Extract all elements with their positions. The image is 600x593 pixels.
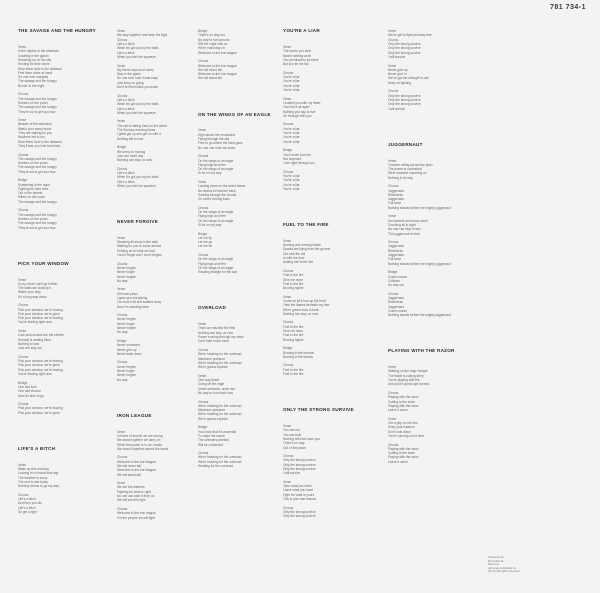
song-lyrics: Verse The words you said Meant nothing at all You promised to be there But you let me fall Chorus You're a liar You're a liar You're a liar You're a liar Verse I trusted you with my heart You tore it all apart Nothing you say is true I'm through with you Chorus You're a liar You're a liar You're a liar You're a liar Bridge You'll never fool me Not anymore I see right through you Chorus You're a liar You're a liar You're a liar You're a liar xyxy=(283,45,321,191)
song-lyrics: Verse Thunder rolling across the plain The power is unleashed Steel machine marching on Nothing in its way Chorus Juggernaut Relentless Juggernaut Full force Nothing stands before the mighty juggernaut Verse Iron wheels and heavy steel Crushing all in sight No one can stop it now The juggernaut is here Chorus Juggernaut Relentless Juggernaut Full force Nothing stands before the mighty juggernaut Bridge Crash course Collision No way out Chorus Juggernaut Relentless Juggernaut Crash course Nothing stands before the mighty juggernaut xyxy=(388,158,451,318)
song-title: ONLY THE STRONG SURVIVE xyxy=(283,407,354,413)
lyrics-column-3 xyxy=(198,12,290,491)
song-block xyxy=(117,21,209,197)
catalog-number: 781 734-1 xyxy=(549,4,586,11)
song-block xyxy=(198,104,290,283)
song-lyrics: Verse Think we reached the limit Nothing can stop us now Power running through my veins Can't take much more Chorus We're heading for the overload Maximum pressure We're heading for the overload We're gonna explode Verse One way ticket Going off the edge Under pressure, under fire No way to turn back now Chorus We're heading for the overload Maximum pressure We're heading for the overload We're gonna explode Bridge You know that it's essential To make the scene The ultimate potential Will be unleashed Chorus We're heading for the overload We're heading for the overload Heading for the overload xyxy=(198,322,244,468)
credits-text: Produced by Recorded at Mixed at All songs published by (P) (C) All rights reserved xyxy=(488,555,520,574)
song-title: YOU'RE A LIAR xyxy=(283,28,320,34)
song-lyrics: Verse Burning and running inside Sparks are flying from the ground Out with the old In with the new Adding fuel to the fire Chorus Fuel to the fire Give me more Fuel to the fire Burning higher Verse Come on let's turn up the heat I feel the flames beneath my feet We're gonna burn it down Nothing can stop us now Chorus Fuel to the fire Give me more Fuel to the fire Burning higher Bridge Burning in the furnace Burning in the flames Chorus Fuel to the fire Fuel to the fire xyxy=(283,238,331,377)
song-block xyxy=(283,400,375,528)
song-lyrics: Verse Standing all alone in the dark Waiting for you to come around Holding on to what we had I won't forget and I won't forgive Chorus Never forgive Never forget Never forgive No way Verse All those years I gave you everything You took it all and walked away Now I'm standing here Chorus Never forgive Never forget Never forgive No way Bridge Never surrender Never give up Never back down Chorus Never forgive Never forget Never forgive No way xyxy=(117,235,162,382)
song-lyrics: Verse In times of trouble we are strong We stand together we carry on When the power is in our hands We march together across the lands Chorus Welcome to the iron league We will never fall Welcome to the iron league We will stand tall Verse We are the warriors Fighting for what is right No one can take it from us We will win this fight Chorus Welcome to the iron league For the people we will fight xyxy=(117,429,169,520)
song-title: JUGGERNAUT xyxy=(388,141,423,147)
song-title: THE SAVAGE AND THE HUNGRY xyxy=(18,28,96,34)
song-block xyxy=(388,134,480,326)
song-title: OVERLOAD xyxy=(198,305,227,311)
song-block xyxy=(18,21,110,239)
song-block xyxy=(283,214,375,385)
song-lyrics: Bridge There's no way out No way to turn around Still the night rolls on We're marching on Welcome to the iron league Chorus Welcome to the iron league We will never fall Welcome to the iron league We will stand tall xyxy=(198,29,237,81)
song-title: NEVER FORGIVE xyxy=(117,218,159,224)
song-block xyxy=(117,405,209,528)
song-block xyxy=(198,21,290,90)
lyrics-column-4 xyxy=(283,12,375,542)
song-title: ON THE WINGS OF AN EAGLE xyxy=(198,111,271,117)
song-lyrics: Verse High above the mountains Flying through the sky Free to go where the wind goes No one can hold me down Chorus On the wings of an eagle Flying high and free On the wings of an eagle I'll be on my way Verse Looking down on the world below No chains to hold me back Soaring through the clouds I'm never coming back Chorus On the wings of an eagle Flying high and free On the wings of an eagle I'll be on my way Bridge Let me fly Let me go Let me be Chorus On the wings of an eagle Flying high and free On the wings of an eagle Heading straight for the sun xyxy=(198,128,246,275)
song-block xyxy=(388,341,480,473)
song-block xyxy=(18,438,110,523)
song-block xyxy=(18,253,110,424)
song-lyrics: Verse Wake up this morning Looking for a brand new day The weather is lousy The rent is due today Nothing seems to go my way Chorus Life's a bitch And then you die Life's a bitch So get it right xyxy=(18,462,59,514)
song-lyrics: Verse We stay together and keep the fight Chorus Life's a bitch When it's got you by the balls Life's a bitch When you feel the squeeze Verse My friend says don't worry Stay in the game No one ever said it was easy Just keep on going Don't let them take you down Chorus Life's a bitch When it's got you by the balls Life's a bitch When you feel the squeeze Verse The rain is falling hard on the street The Sunday morning blues I gotta get up and get on with it Nothing left to lose Bridge We keep on moving Just one more day Nothing can stop us now Chorus Life's a bitch When it's got you by the balls Life's a bitch When you feel the squeeze xyxy=(117,29,168,188)
song-title: IRON LEAGUE xyxy=(117,412,152,418)
song-block xyxy=(283,21,375,200)
song-title: PLAYING WITH THE RAZOR xyxy=(388,348,455,354)
song-block xyxy=(117,211,209,390)
song-lyrics: Verse We've got to fight and stay free Chorus Only the strong survive Only the strong survive Only the strong survive I will survive Verse Never give up Never give in We've got the strength to win Keep on fighting Chorus Only the strong survive Only the strong survive Only the strong survive I will survive xyxy=(388,29,432,111)
song-lyrics: Verse Walking on the edge tonight The blade is cutting deep You're playing with fire And you're gonna get burned Chorus Playing with the razor Cutting to the bone Playing with the razor Leave it alone Verse Get a grip on the line Keep your balance Don't look down You're running out of time Chorus Playing with the razor Cutting to the bone Playing with the razor Leave it alone xyxy=(388,365,430,464)
song-block xyxy=(198,298,290,477)
song-lyrics: Verse You can run You can hide Nothing will ever save you There's no way Out of this place Chorus Only the strong survive Only the strong survive Only the strong survive I will survive Verse Take what you need Leave what you have Fight for what is yours This is your last chance Chorus Only the strong survive Only the strong survive xyxy=(283,424,321,519)
lyrics-column-1 xyxy=(18,12,110,537)
song-title: PICK YOUR WINDOW xyxy=(18,260,69,266)
song-lyrics: Verse In my mind I can't go further The walls are closing in Watch your step It's a long way down Chorus Pick your window, we're leaving Pick your window, we're gone Pick your window, we're leaving You're leaving right now Verse Look around and see the streets Nobody is waiting there Nothing to lose Just one way out Chorus Pick your window, we're leaving Pick your window, we're gone Pick your window, we're leaving You're leaving right now Bridge One last look One last chance Now it's time to go Chorus Pick your window, we're leaving Pick your window, we're gone xyxy=(18,277,64,415)
lyrics-column-5 xyxy=(388,12,480,487)
song-title: FUEL TO THE FIRE xyxy=(283,221,329,227)
song-lyrics: Verse In the depths of the shadows Crawling in the gloom Sneaking up on the city Hunting for their doom Hear them howl in the distance Feel them close at hand No one ever escapes The savage and the hungry Burnin' in the night Chorus The savage and the hungry Hunters on the prowl The savage and the hungry They're out to get you now Verse Beware of the darkness Watch your every move They are waiting for you Nowhere left to run Hear them howl in the distance They'll tear you limb from limb Chorus The savage and the hungry Hunters on the prowl The savage and the hungry They're out to get you now Bridge Screaming in the night Fighting for their lives Out in the streets Killers on the loose The savage and the hungry Chorus The savage and the hungry Hunters on the prowl The savage and the hungry They're out to get you now xyxy=(18,45,62,230)
song-block xyxy=(388,21,480,120)
song-title: LIFE'S A BITCH xyxy=(18,445,56,451)
lyrics-column-2 xyxy=(117,12,209,543)
